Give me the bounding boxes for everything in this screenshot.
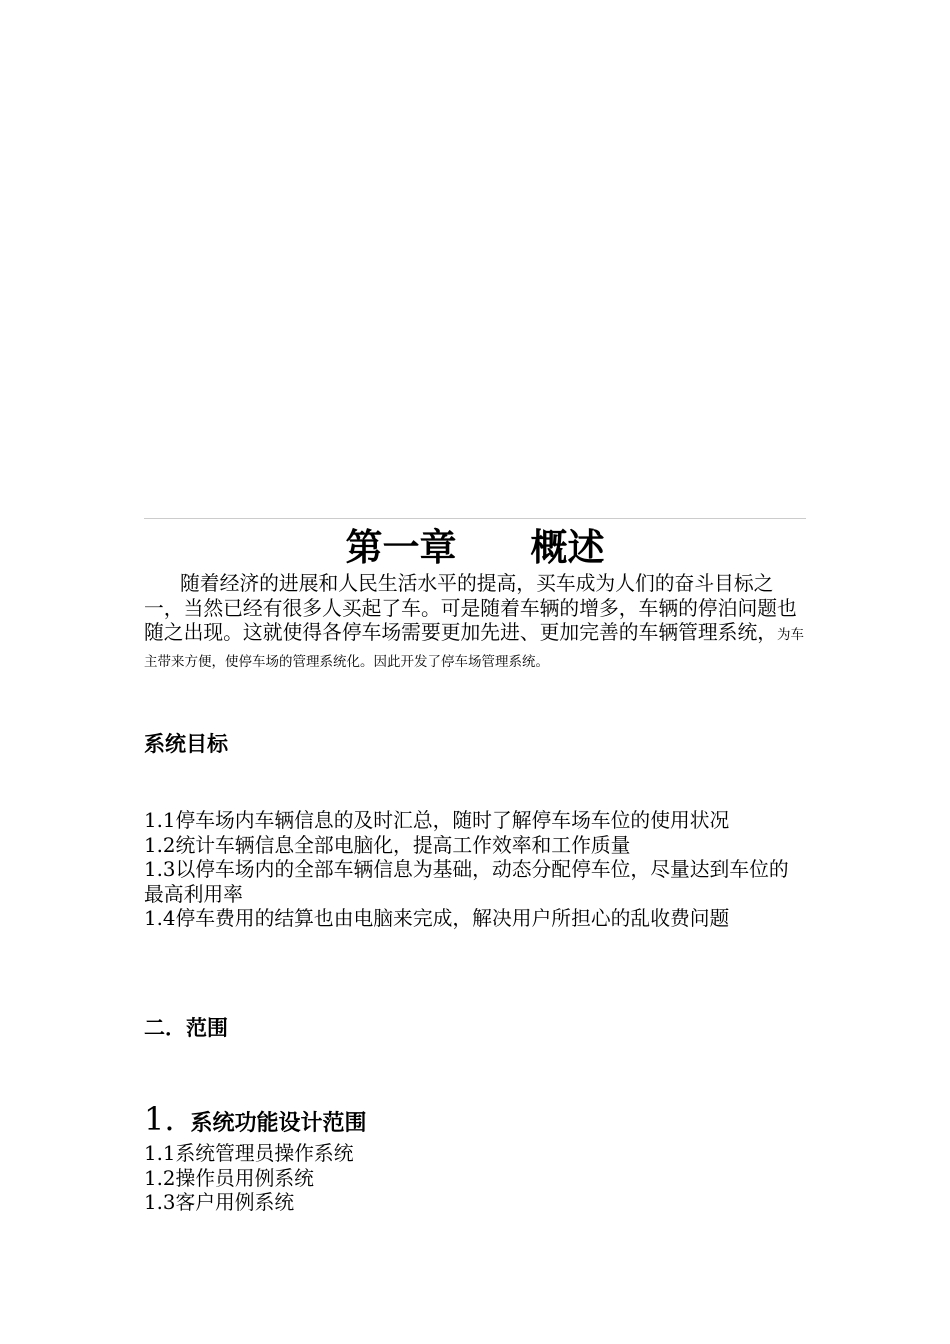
chapter-title: 第一章 概述 bbox=[345, 526, 605, 569]
intro-main-text: 随着经济的进展和人民生活水平的提高，买车成为人们的奋斗目标之一，当然已经有很多人买起了车。可是随着车辆的增多，车辆的停泊问题也随之出现。这就使得各停车场需要更加先进、更加完善的车辆管理系统， bbox=[144, 572, 797, 644]
list-item: 1.4停车费用的结算也由电脑来完成，解决用户所担心的乱收费问题 bbox=[144, 907, 730, 930]
scope-list bbox=[144, 1142, 806, 1216]
subsection-number: 1. bbox=[144, 1100, 175, 1138]
list-item: 1.1停车场内车辆信息的及时汇总，随时了解停车场车位的使用状况 bbox=[144, 809, 730, 832]
section-goals-heading: 系统目标 bbox=[144, 732, 228, 756]
intro-small-text: 为车主带来方便，使停车场的管理系统化。因此开发了停车场管理系统。 bbox=[144, 627, 805, 670]
subsection-heading bbox=[144, 1099, 367, 1144]
list-item: 1.2统计车辆信息全部电脑化，提高工作效率和工作质量 bbox=[144, 833, 631, 857]
intro-paragraph bbox=[144, 572, 806, 674]
list-item: 1.2操作员用例系统 bbox=[144, 1166, 314, 1190]
section-scope-heading: 二．范围 bbox=[144, 1016, 228, 1040]
goals-list bbox=[144, 809, 806, 932]
header-rule bbox=[144, 518, 806, 519]
list-item: 1.3以停车场内的全部车辆信息为基础，动态分配停车位，尽量达到车位的最高利用率 bbox=[144, 858, 789, 906]
list-item: 1.1系统管理员操作系统 bbox=[144, 1142, 354, 1165]
subsection-title: 系统功能设计范围 bbox=[190, 1111, 367, 1136]
list-item: 1.3客户用例系统 bbox=[144, 1191, 295, 1214]
